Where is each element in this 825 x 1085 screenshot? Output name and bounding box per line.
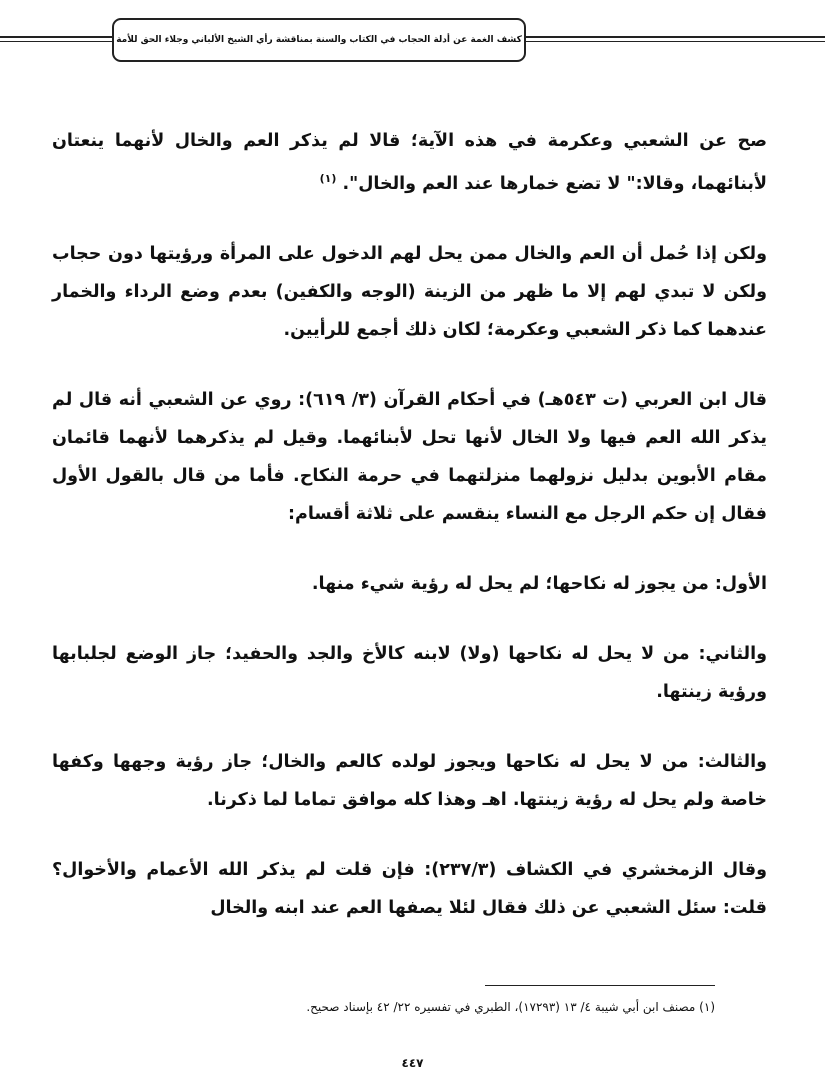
paragraph-3-text: قال ابن العربي (ت ٥٤٣هـ) في أحكام القرآن (٣/ ٦١٩): روي عن الشعبي أنه قال لم يذكر الله العم فيها ولا الخال لأنها تحل لأبنائهما. وقيل لم يذكرهما لأنهما قائمان مقام الأبوين بدليل نزولهما منزلتهما في حرمة النكاح. فأما من قال بالقول الأول فقال إن حكم الرجل مع النساء ينقسم على ثلاثة أقسام: xyxy=(52,389,767,524)
paragraph-5 xyxy=(52,635,767,711)
paragraph-2-text: ولكن إذا حُمل أن العم والخال ممن يحل لهم الدخول على المرأة ورؤيتها دون حجاب ولكن لا تبدي لهم إلا ما ظهر من الزينة (الوجه والكفين) بعدم وضع الرداء والخمار عندهما كما ذكر الشعبي وعكرمة؛ لكان ذلك أجمع للرأيين. xyxy=(52,243,767,340)
paragraph-4 xyxy=(52,565,767,603)
paragraph-6 xyxy=(52,743,767,819)
page-body xyxy=(52,122,767,959)
page-number: ٤٤٧ xyxy=(401,1056,424,1070)
paragraph-7-text: وقال الزمخشري في الكشاف (٢٣٧/٣): فإن قلت لم يذكر الله الأعمام والأخوال؟ قلت: سئل الشعبي عن ذلك فقال لئلا يصفها العم عند ابنه والخال xyxy=(52,859,767,918)
paragraph-6-text: والثالث: من لا يحل له نكاحها ويجوز لولده كالعم والخال؛ جاز رؤية وجهها وكفها خاصة ولم يحل له رؤية زينتها. اهـ وهذا كله موافق تماما لما ذكرنا. xyxy=(52,751,767,810)
paragraph-2 xyxy=(52,235,767,349)
paragraph-5-text: والثاني: من لا يحل له نكاحها (ولا) لابنه كالأخ والجد والحفيد؛ جاز الوضع لجلبابها ورؤية زينتها. xyxy=(52,643,767,702)
paragraph-7 xyxy=(52,851,767,927)
paragraph-1 xyxy=(52,122,767,203)
footnote-separator xyxy=(485,985,715,986)
running-header xyxy=(112,18,526,62)
footnote: (١) مصنف ابن أبي شيبة ٤/ ١٣ (١٧٢٩٣)، الطبري في تفسيره ٢٢/ ٤٢ بإسناد صحيح. xyxy=(306,1000,715,1014)
footnote-reference: (١) xyxy=(319,172,337,185)
paragraph-1-text: صح عن الشعبي وعكرمة في هذه الآية؛ قالا لم يذكر العم والخال لأنهما ينعتان لأبنائهما، وقالا:" لا تضع خمارها عند العم والخال". xyxy=(52,131,767,194)
running-header-title: كشف الغمة عن أدلة الحجاب في الكتاب والسنة بمناقشة رأي الشيخ الألباني وجلاء الحق للأمة xyxy=(116,35,522,45)
paragraph-4-text: الأول: من يجوز له نكاحها؛ لم يحل له رؤية شيء منها. xyxy=(311,573,767,594)
paragraph-3 xyxy=(52,381,767,533)
